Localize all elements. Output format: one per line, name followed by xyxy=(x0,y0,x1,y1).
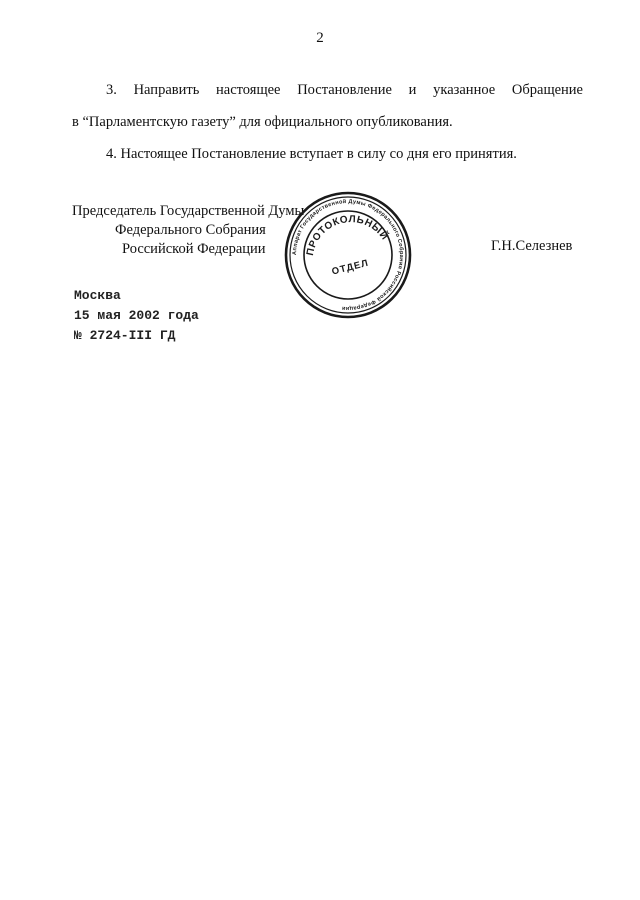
paragraph-3 xyxy=(72,74,583,106)
paragraph-4-text: 4. Настоящее Постановление вступает в силу со дня его принятия. xyxy=(106,146,517,162)
page-number: 2 xyxy=(316,30,324,46)
seal-ring-text: Аппарат Государственной Думы Федерального Собрания Российской Федерации xyxy=(291,198,405,312)
signatory-title-line1: Председатель Государственной Думы xyxy=(72,203,305,219)
svg-text:ПРОТОКОЛЬНЫЙ xyxy=(305,214,392,257)
seal-center-line1: ПРОТОКОЛЬНЫЙ xyxy=(304,214,391,257)
paragraph-3-continuation xyxy=(72,106,583,138)
official-seal-stamp xyxy=(283,190,413,320)
signatory-name: Г.Н.Селезнев xyxy=(491,238,573,254)
signatory-title-line3: Российской Федерации xyxy=(122,241,266,257)
paragraph-3-line2: в “Парламентскую газету” для официального опубликования. xyxy=(72,114,453,130)
footer-number: № 2724-III ГД xyxy=(74,328,176,343)
footer-date: 15 мая 2002 года xyxy=(74,308,199,323)
seal-center-line2: ОТДЕЛ xyxy=(330,257,371,278)
footer-city: Москва xyxy=(74,288,121,303)
document-footer xyxy=(74,286,199,346)
paragraph-4 xyxy=(72,138,583,170)
paragraph-3-line1: 3. Направить настоящее Постановление и указанное Обращение xyxy=(106,82,583,98)
signatory-title-line2: Федерального Собрания xyxy=(115,222,266,238)
